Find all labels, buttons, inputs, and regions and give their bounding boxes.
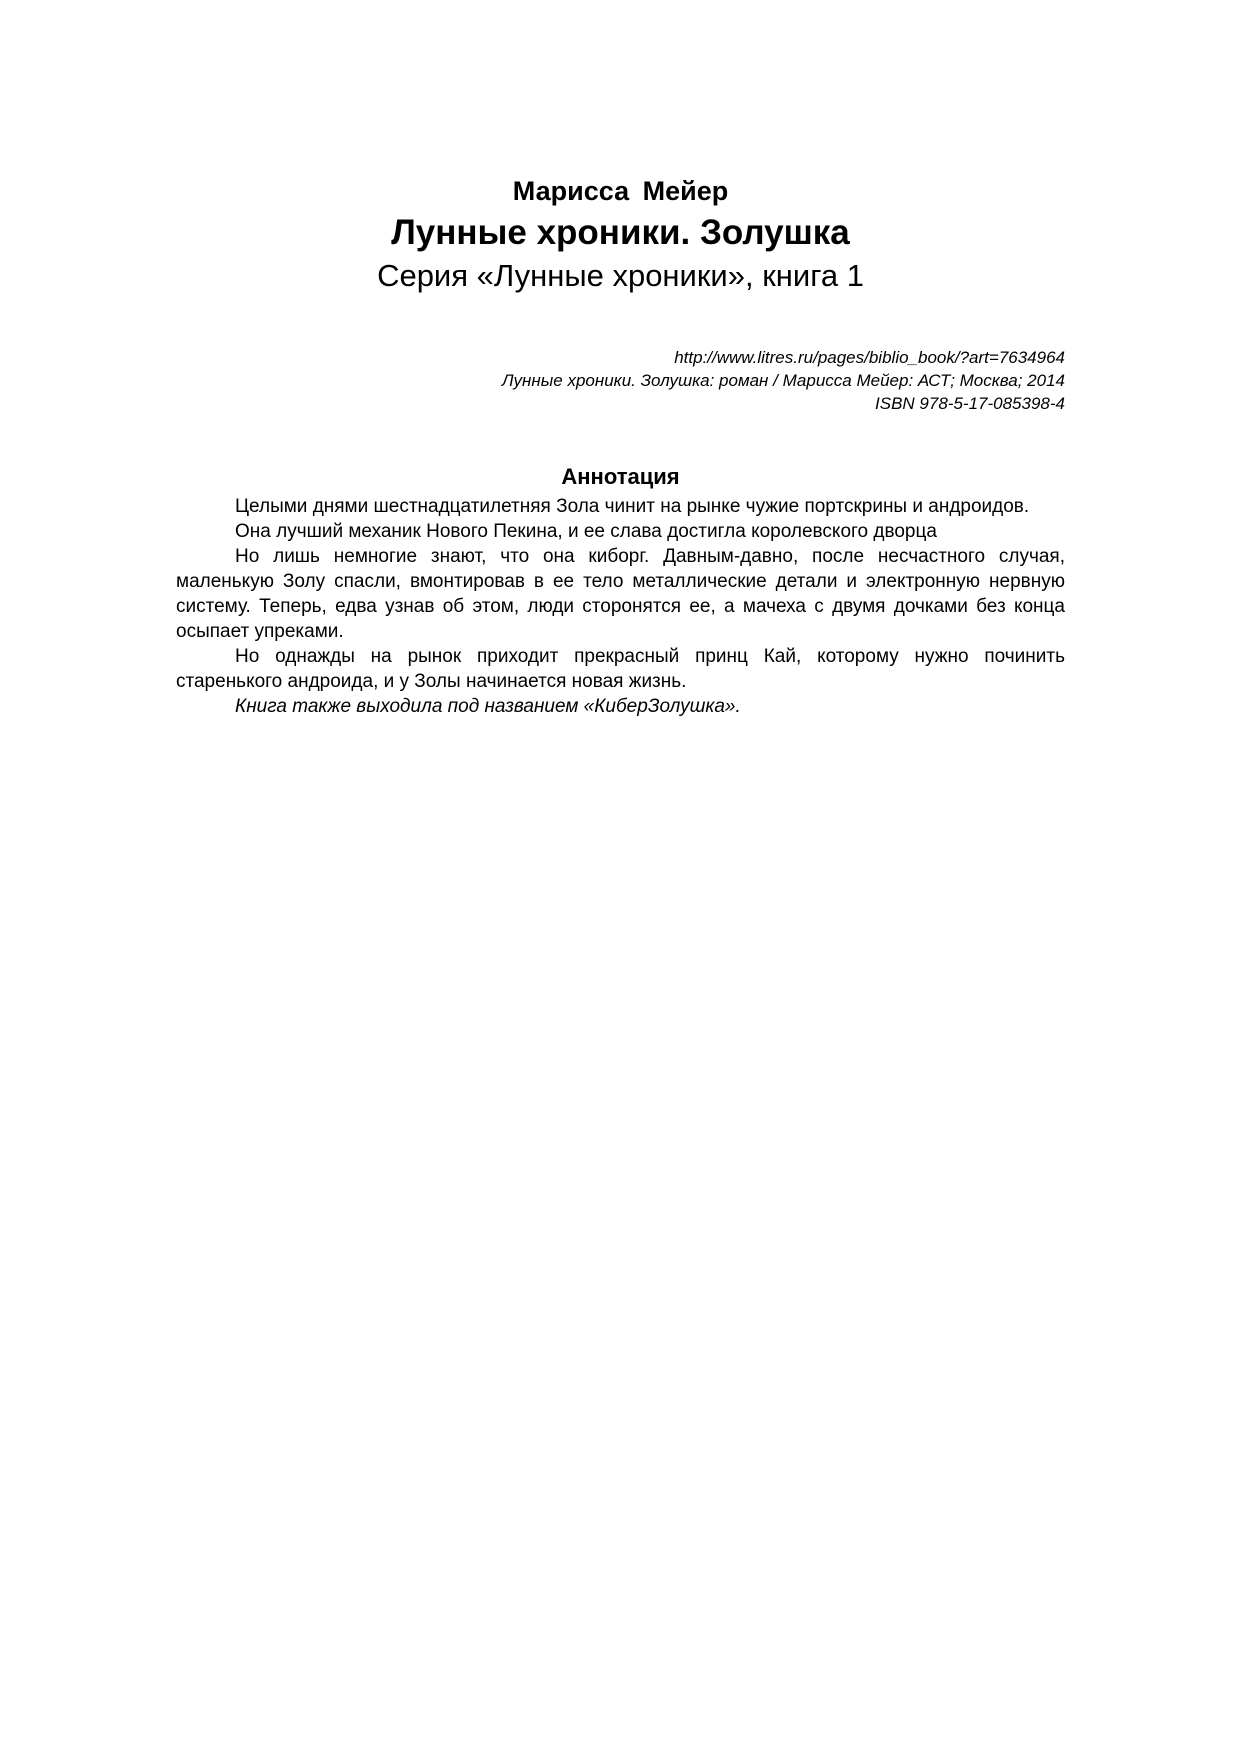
- annotation-paragraph: Целыми днями шестнадцатилетняя Зола чинит на рынке чужие портскрины и андроидов.: [235, 496, 1030, 517]
- book-series: Серия «Лунные хроники», книга 1: [377, 258, 864, 293]
- book-title: Лунные хроники. Золушка: [391, 213, 850, 252]
- annotation-paragraph: Но лишь немногие знают, что она киборг. Давным-давно, после несчастного случая, маленькую Золу спасли, вмонтировав в ее тело металлические детали и электронную нервную систему. Теперь, едва узнав об этом, люди сторонятся ее, а мачеха с двумя дочками без конца осыпает упреками.: [176, 546, 1065, 642]
- annotation-paragraph: Но однажды на рынок приходит прекрасный принц Кай, которому нужно починить старенького андроида, и у Золы начинается новая жизнь.: [176, 646, 1065, 692]
- source-url: http://www.litres.ru/pages/biblio_book/?art=7634964: [674, 348, 1065, 367]
- bibliographic-info: [502, 346, 1065, 415]
- annotation-heading: Аннотация: [561, 464, 680, 489]
- annotation-note: Книга также выходила под названием «КиберЗолушка».: [235, 696, 741, 717]
- annotation-section: [176, 462, 1065, 719]
- citation-line: Лунные хроники. Золушка: роман / Марисса Мейер: АСТ; Москва; 2014: [501, 371, 1065, 390]
- isbn-line: ISBN 978-5-17-085398-4: [875, 394, 1065, 413]
- book-author: Марисса Мейер: [512, 176, 729, 206]
- annotation-paragraph: Она лучший механик Нового Пекина, и ее слава достигла королевского дворца: [235, 521, 937, 542]
